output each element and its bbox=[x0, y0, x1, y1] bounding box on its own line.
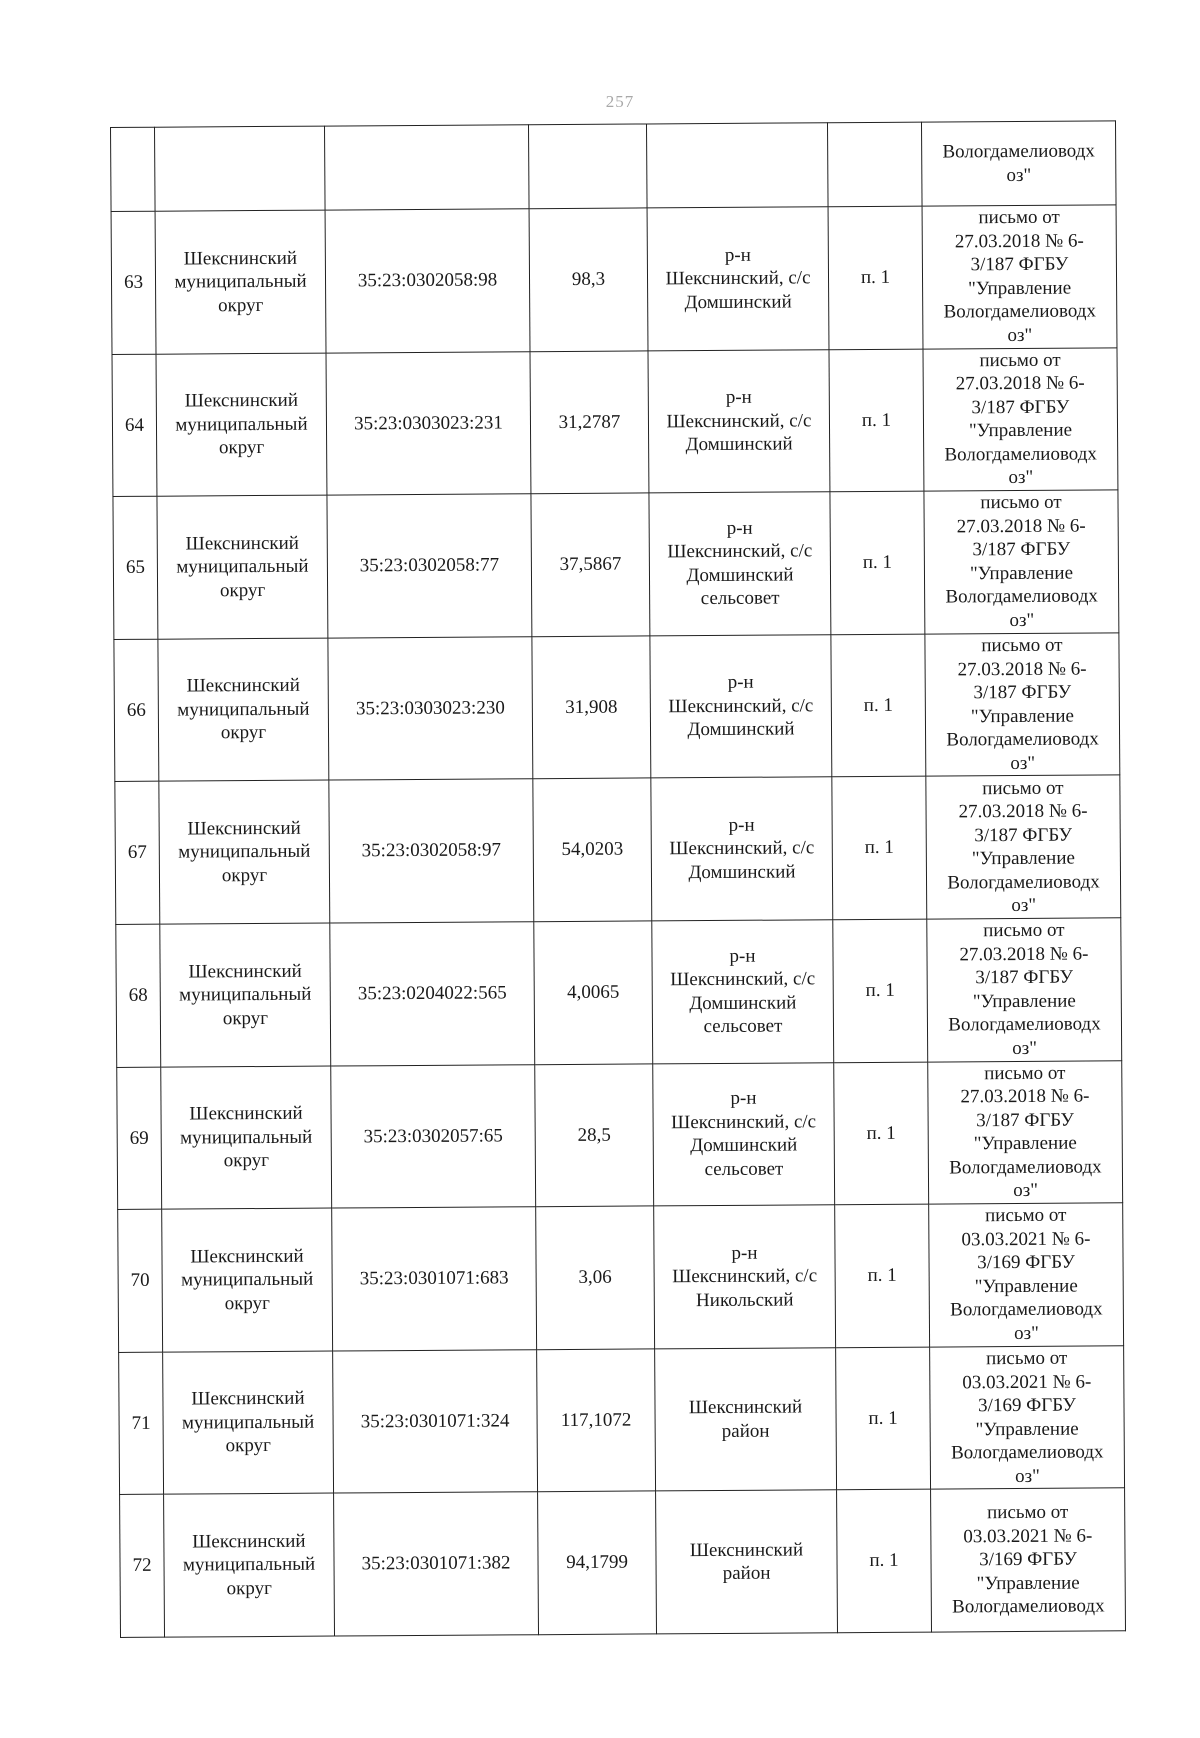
cell-district bbox=[164, 1493, 335, 1637]
table-row bbox=[113, 490, 1119, 639]
location-line: Шекснинский, с/с bbox=[669, 837, 815, 860]
location-line: Шекснинский, с/с bbox=[665, 267, 811, 290]
cell-point: п. 1 bbox=[833, 919, 928, 1062]
basis-line: Вологдамелиоводх bbox=[946, 728, 1099, 751]
cell-num: 72 bbox=[120, 1495, 165, 1638]
location-line: сельсовет bbox=[703, 1015, 783, 1038]
basis-line: оз" bbox=[1009, 609, 1035, 632]
basis-line: Вологдамелиоводх bbox=[947, 871, 1100, 894]
district-line: Шекснинский bbox=[191, 1388, 305, 1410]
location-line: Шекснинский, с/с bbox=[667, 540, 813, 563]
basis-line: 27.03.2018 № 6- bbox=[955, 372, 1085, 395]
location-line: Шекснинский, с/с bbox=[671, 1111, 817, 1134]
location-line: район bbox=[721, 1420, 770, 1442]
location-line: Шекснинский, с/с bbox=[670, 968, 816, 991]
basis-line: 03.03.2021 № 6- bbox=[962, 1371, 1092, 1393]
table-row bbox=[117, 1060, 1123, 1209]
cell-district bbox=[159, 780, 330, 924]
cell-cadastral: 35:23:0301071:683 bbox=[332, 1207, 537, 1351]
basis-line: 3/187 ФГБУ bbox=[972, 539, 1071, 561]
location-line: р-н bbox=[730, 1088, 757, 1110]
cell-district bbox=[161, 1066, 332, 1210]
location-line: р-н bbox=[728, 814, 755, 836]
district-line: Шекснинский bbox=[190, 1245, 304, 1268]
basis-line: "Управление bbox=[968, 420, 1073, 442]
location-line: Домшинский bbox=[690, 1134, 798, 1157]
cell-district bbox=[155, 210, 326, 354]
cell-area bbox=[528, 124, 647, 209]
district-line: округ bbox=[225, 1435, 271, 1457]
cell-basis bbox=[925, 633, 1120, 777]
basis-line: оз" bbox=[1015, 1465, 1040, 1487]
district-line: Шекснинский bbox=[188, 960, 302, 983]
cell-num: 71 bbox=[119, 1352, 164, 1495]
cell-district bbox=[162, 1208, 333, 1352]
basis-line: письмо от bbox=[985, 1205, 1067, 1227]
district-line: Шекснинский bbox=[192, 1530, 306, 1553]
basis-line: Вологдамелиоводх bbox=[952, 1595, 1105, 1618]
basis-line: Вологдамелиоводх bbox=[942, 140, 1095, 163]
cell-district bbox=[157, 495, 328, 639]
location-line: Шекснинский bbox=[688, 1396, 803, 1419]
land-plots-table bbox=[110, 120, 1126, 1638]
location-line: Никольский bbox=[695, 1289, 794, 1311]
basis-line: 27.03.2018 № 6- bbox=[958, 800, 1088, 823]
cell-district bbox=[163, 1351, 334, 1495]
basis-line: 3/169 ФГБУ bbox=[978, 1394, 1076, 1417]
basis-line: письмо от bbox=[978, 207, 1060, 229]
location-line: сельсовет bbox=[700, 588, 780, 610]
location-line: Шекснинский, с/с bbox=[666, 409, 812, 432]
table-row bbox=[115, 775, 1121, 924]
basis-line: оз" bbox=[1013, 1180, 1039, 1202]
cell-location bbox=[653, 1062, 835, 1206]
cell-location bbox=[648, 349, 830, 493]
cell-num: 68 bbox=[116, 924, 161, 1067]
district-line: округ bbox=[217, 294, 264, 316]
cell-area: 31,908 bbox=[532, 636, 651, 779]
cell-cadastral: 35:23:0302058:77 bbox=[327, 494, 532, 638]
cell-num: 64 bbox=[112, 354, 157, 497]
cell-basis bbox=[924, 490, 1119, 634]
basis-line: 3/187 ФГБУ bbox=[975, 966, 1074, 989]
basis-line: оз" bbox=[1014, 1322, 1039, 1344]
page-number: 257 bbox=[605, 92, 635, 111]
cell-cadastral: 35:23:0303023:230 bbox=[328, 636, 533, 780]
cell-point: п. 1 bbox=[834, 1062, 929, 1205]
cell-district bbox=[158, 638, 329, 782]
cell-cadastral: 35:23:0301071:382 bbox=[334, 1492, 539, 1636]
cell-num: 63 bbox=[111, 211, 156, 354]
basis-line: "Управление bbox=[972, 990, 1076, 1013]
location-line: район bbox=[722, 1562, 771, 1585]
location-line: Шекснинский, с/с bbox=[672, 1265, 818, 1288]
basis-line: 27.03.2018 № 6- bbox=[957, 658, 1087, 680]
location-line: р-н bbox=[725, 386, 752, 409]
basis-line: Вологдамелиоводх bbox=[949, 1156, 1102, 1179]
cell-area: 37,5867 bbox=[531, 493, 650, 636]
cell-area: 94,1799 bbox=[538, 1491, 657, 1634]
continuation-row bbox=[111, 121, 1117, 212]
district-line: Шекснинский bbox=[186, 675, 300, 697]
cell-point: п. 1 bbox=[828, 206, 923, 349]
cell-location bbox=[646, 123, 828, 208]
district-line: муниципальный bbox=[182, 1554, 316, 1576]
cell-basis bbox=[927, 918, 1122, 1062]
cell-location bbox=[655, 1347, 837, 1491]
location-line: Домшинский bbox=[688, 861, 796, 884]
basis-line: 03.03.2021 № 6- bbox=[961, 1228, 1091, 1251]
location-line: Домшинский bbox=[685, 433, 793, 456]
table-row bbox=[111, 205, 1117, 354]
cell-num: 65 bbox=[113, 496, 158, 639]
cell-cadastral: 35:23:0302057:65 bbox=[331, 1064, 536, 1208]
basis-line: Вологдамелиоводх bbox=[944, 443, 1097, 466]
district-line: муниципальный bbox=[174, 270, 307, 293]
location-line: Домшинский bbox=[686, 564, 794, 587]
table-body bbox=[111, 121, 1126, 1638]
cell-basis bbox=[929, 1203, 1124, 1347]
cell-location bbox=[647, 207, 829, 351]
table-row bbox=[114, 633, 1120, 782]
cell-location bbox=[654, 1205, 836, 1349]
basis-line: 3/169 ФГБУ bbox=[979, 1549, 1077, 1571]
district-line: Шекснинский bbox=[184, 389, 299, 412]
cell-basis bbox=[921, 121, 1116, 206]
district-line: муниципальный bbox=[178, 841, 311, 863]
basis-line: Вологдамелиоводх bbox=[951, 1441, 1104, 1464]
district-line: муниципальный bbox=[177, 698, 310, 721]
cell-area: 4,0065 bbox=[534, 921, 653, 1064]
cell-num bbox=[111, 127, 156, 211]
basis-line: Вологдамелиоводх bbox=[945, 585, 1098, 608]
basis-line: "Управление bbox=[975, 1418, 1079, 1440]
basis-line: Вологдамелиоводх bbox=[943, 300, 1097, 323]
basis-line: Вологдамелиоводх bbox=[950, 1298, 1103, 1321]
cell-point: п. 1 bbox=[832, 776, 927, 919]
basis-line: письмо от bbox=[979, 349, 1061, 372]
location-line: Домшинский bbox=[687, 718, 795, 741]
cell-cadastral: 35:23:0302058:97 bbox=[329, 779, 534, 923]
basis-line: 3/187 ФГБУ bbox=[974, 824, 1073, 846]
district-line: округ bbox=[224, 1292, 271, 1314]
basis-line: оз" bbox=[1007, 324, 1033, 346]
district-line: округ bbox=[223, 1150, 270, 1172]
basis-line: "Управление bbox=[969, 562, 1074, 585]
table-row bbox=[118, 1203, 1124, 1352]
cell-basis bbox=[931, 1488, 1126, 1632]
cell-district bbox=[156, 353, 327, 497]
cell-point: п. 1 bbox=[836, 1347, 931, 1490]
cell-location bbox=[656, 1490, 838, 1634]
basis-line: 27.03.2018 № 6- bbox=[954, 230, 1084, 253]
cell-basis bbox=[930, 1346, 1125, 1490]
district-line: округ bbox=[221, 864, 268, 887]
district-line: Шекснинский bbox=[185, 532, 299, 555]
table-row bbox=[116, 918, 1122, 1067]
cell-num: 70 bbox=[118, 1209, 163, 1352]
cell-basis bbox=[922, 205, 1117, 349]
cell-location bbox=[651, 777, 833, 921]
district-line: муниципальный bbox=[180, 1126, 313, 1149]
basis-line: 27.03.2018 № 6- bbox=[959, 943, 1089, 966]
district-line: муниципальный bbox=[179, 983, 312, 1006]
table-row bbox=[120, 1488, 1126, 1637]
cell-district bbox=[160, 923, 331, 1067]
location-line: Домшинский bbox=[689, 992, 797, 1014]
cell-num: 67 bbox=[115, 782, 160, 925]
basis-line: "Управление bbox=[973, 1132, 1077, 1155]
cell-point bbox=[827, 122, 922, 207]
cell-basis bbox=[928, 1060, 1123, 1204]
cell-point: п. 1 bbox=[830, 491, 925, 634]
cell-location bbox=[649, 492, 831, 636]
basis-line: 3/187 ФГБУ bbox=[970, 253, 1069, 276]
cell-cadastral: 35:23:0204022:565 bbox=[330, 922, 535, 1066]
basis-line: оз" bbox=[1010, 752, 1036, 774]
district-line: Шекснинский bbox=[187, 817, 301, 840]
basis-line: 27.03.2018 № 6- bbox=[956, 515, 1086, 538]
basis-line: письмо от bbox=[980, 492, 1062, 514]
cell-cadastral: 35:23:0301071:324 bbox=[333, 1349, 538, 1493]
cell-area: 3,06 bbox=[536, 1206, 655, 1349]
basis-line: оз" bbox=[1008, 467, 1034, 489]
cell-point: п. 1 bbox=[835, 1204, 930, 1347]
cell-num: 66 bbox=[114, 639, 159, 782]
basis-line: 3/169 ФГБУ bbox=[977, 1252, 1075, 1274]
table-row bbox=[112, 347, 1118, 496]
location-line: р-н bbox=[726, 517, 753, 539]
basis-line: "Управление bbox=[976, 1572, 1080, 1595]
location-line: р-н bbox=[724, 244, 751, 266]
basis-line: 27.03.2018 № 6- bbox=[960, 1085, 1090, 1108]
cell-area: 117,1072 bbox=[537, 1349, 656, 1492]
district-line: муниципальный bbox=[181, 1411, 315, 1434]
district-line: округ bbox=[222, 1007, 269, 1029]
cell-num: 69 bbox=[117, 1067, 162, 1210]
basis-line: 3/187 ФГБУ bbox=[971, 396, 1070, 419]
cell-area: 28,5 bbox=[535, 1063, 654, 1206]
district-line: округ bbox=[226, 1577, 272, 1600]
basis-line: оз" bbox=[1006, 164, 1032, 186]
district-line: округ bbox=[220, 722, 267, 744]
location-line: р-н bbox=[727, 672, 754, 694]
basis-line: письмо от bbox=[984, 1062, 1066, 1085]
basis-line: письмо от bbox=[981, 634, 1063, 657]
basis-line: оз" bbox=[1012, 1037, 1038, 1059]
district-line: Шекснинский bbox=[189, 1102, 303, 1125]
basis-line: оз" bbox=[1011, 895, 1037, 917]
cell-basis bbox=[926, 775, 1121, 919]
basis-line: письмо от bbox=[983, 919, 1065, 942]
location-line: Шекснинский bbox=[689, 1539, 804, 1561]
basis-line: "Управление bbox=[970, 705, 1075, 727]
district-line: муниципальный bbox=[175, 413, 308, 436]
location-line: Домшинский bbox=[684, 291, 792, 313]
basis-line: Вологдамелиоводх bbox=[948, 1013, 1101, 1036]
cell-point: п. 1 bbox=[837, 1489, 932, 1632]
cell-location bbox=[652, 920, 834, 1064]
basis-line: 3/187 ФГБУ bbox=[976, 1109, 1075, 1132]
location-line: р-н bbox=[729, 945, 756, 967]
cell-area: 31,2787 bbox=[530, 351, 649, 494]
basis-line: 3/187 ФГБУ bbox=[973, 681, 1072, 704]
cell-cadastral: 35:23:0302058:98 bbox=[325, 209, 530, 353]
district-line: округ bbox=[218, 437, 265, 459]
district-line: Шекснинский bbox=[183, 247, 298, 270]
basis-line: "Управление bbox=[967, 277, 1072, 300]
cell-area: 98,3 bbox=[529, 208, 648, 351]
location-line: Шекснинский, с/с bbox=[668, 695, 814, 718]
cell-area: 54,0203 bbox=[533, 778, 652, 921]
basis-line: "Управление bbox=[974, 1275, 1078, 1298]
basis-line: "Управление bbox=[971, 847, 1075, 870]
location-line: р-н bbox=[731, 1242, 758, 1264]
basis-line: 03.03.2021 № 6- bbox=[963, 1525, 1093, 1548]
district-line: округ bbox=[219, 579, 266, 602]
location-line: сельсовет bbox=[704, 1158, 784, 1180]
cell-cadastral bbox=[324, 125, 529, 210]
cell-district bbox=[155, 126, 326, 211]
cell-location bbox=[650, 635, 832, 779]
table-row bbox=[119, 1346, 1125, 1495]
basis-line: письмо от bbox=[982, 777, 1064, 799]
cell-basis bbox=[923, 347, 1118, 491]
district-line: муниципальный bbox=[176, 555, 309, 578]
cell-point: п. 1 bbox=[831, 634, 926, 777]
basis-line: письмо от bbox=[985, 1347, 1068, 1370]
cell-point: п. 1 bbox=[829, 349, 924, 492]
basis-line: письмо от bbox=[987, 1502, 1069, 1524]
district-line: муниципальный bbox=[180, 1268, 314, 1291]
cell-cadastral: 35:23:0303023:231 bbox=[326, 351, 531, 495]
